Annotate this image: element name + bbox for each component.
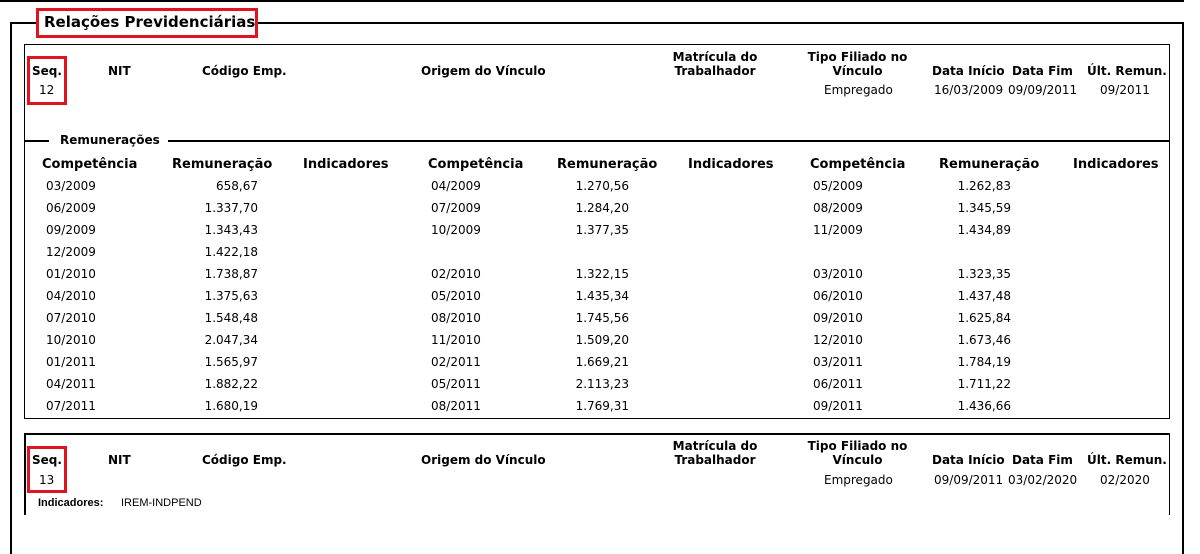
col-tipo-filiado-2 (800, 439, 915, 467)
remun-valor: 1.377,35 (575, 223, 629, 237)
remun-left-rule (25, 140, 49, 142)
remun-valor: 1.422,18 (204, 245, 258, 259)
remun-valor: 1.673,46 (957, 333, 1011, 347)
col-origem-vinculo-2: Origem do Vínculo (421, 453, 546, 467)
col-origem-vinculo: Origem do Vínculo (421, 64, 546, 78)
hdr-indicadores-3: Indicadores (1073, 157, 1159, 172)
remun-competencia: 11/2010 (431, 333, 481, 347)
remun-valor: 1.548,48 (204, 311, 258, 325)
outer-left-border (10, 22, 12, 554)
remun-valor: 2.047,34 (204, 333, 258, 347)
record-ult-remun-2: 02/2020 (1100, 473, 1150, 487)
remun-valor: 1.436,66 (957, 399, 1011, 413)
remun-valor: 1.337,70 (204, 201, 258, 215)
record-data-fim: 09/09/2011 (1008, 83, 1078, 97)
indicadores-value: IREM-INDPEND (121, 497, 202, 509)
remun-valor: 1.509,20 (575, 333, 629, 347)
remun-valor: 1.375,63 (204, 289, 258, 303)
remun-valor: 2.113,23 (575, 377, 629, 391)
col-seq-2: Seq. (32, 453, 62, 467)
hdr-remuneracao-1: Remuneração (172, 157, 273, 172)
col-tipo-2-line2: Vínculo (832, 453, 883, 467)
hdr-competencia-1: Competência (42, 157, 138, 172)
record-panel-13-left (24, 433, 26, 515)
remun-valor: 1.769,31 (575, 399, 629, 413)
col-tipo-line1: Tipo Filiado no (807, 50, 908, 64)
remun-competencia: 02/2011 (431, 355, 481, 369)
hdr-competencia-2: Competência (428, 157, 524, 172)
record-data-fim-2: 03/02/2020 (1008, 473, 1078, 487)
remun-valor: 1.565,97 (204, 355, 258, 369)
col-matricula-2 (665, 439, 765, 467)
remun-valor: 1.434,89 (957, 223, 1011, 237)
col-data-inicio-2: Data Início (932, 453, 1005, 467)
remun-valor: 1.270,56 (575, 179, 629, 193)
record-data-inicio-2: 09/09/2011 (934, 473, 1004, 487)
record-data-inicio: 16/03/2009 (934, 83, 1004, 97)
hdr-indicadores-2: Indicadores (688, 157, 774, 172)
hdr-remuneracao-2: Remuneração (557, 157, 658, 172)
col-codigo-emp: Código Emp. (202, 64, 287, 78)
remun-valor: 1.711,22 (957, 377, 1011, 391)
remun-competencia: 06/2009 (46, 201, 96, 215)
hdr-remuneracao-3: Remuneração (939, 157, 1040, 172)
remun-competencia: 11/2009 (813, 223, 863, 237)
remun-valor: 1.323,35 (957, 267, 1011, 281)
remuneracoes-title: Remunerações (60, 133, 160, 147)
remun-competencia: 01/2011 (46, 355, 96, 369)
col-matricula-line2: Trabalhador (674, 64, 756, 78)
remun-valor: 1.435,34 (575, 289, 629, 303)
col-matricula (665, 50, 765, 78)
hdr-indicadores-1: Indicadores (303, 157, 389, 172)
remun-competencia: 07/2010 (46, 311, 96, 325)
remun-right-rule (168, 140, 1170, 142)
outer-right-border (1182, 22, 1184, 554)
remun-competencia: 08/2009 (813, 201, 863, 215)
remun-valor: 1.680,19 (204, 399, 258, 413)
col-matricula-2-line2: Trabalhador (674, 453, 756, 467)
record-seq-2: 13 (39, 473, 55, 487)
remun-competencia: 02/2010 (431, 267, 481, 281)
remun-competencia: 05/2009 (813, 179, 863, 193)
remun-competencia: 05/2011 (431, 377, 481, 391)
remun-competencia: 08/2011 (431, 399, 481, 413)
col-nit: NIT (108, 64, 131, 78)
remun-competencia: 03/2010 (813, 267, 863, 281)
col-ult-remun: Últ. Remun. (1087, 64, 1167, 78)
col-data-inicio: Data Início (932, 64, 1005, 78)
remun-competencia: 09/2010 (813, 311, 863, 325)
remun-competencia: 10/2009 (431, 223, 481, 237)
page-title: Relações Previdenciárias (44, 13, 256, 31)
title-left-rule (10, 22, 36, 24)
col-data-fim: Data Fim (1012, 64, 1073, 78)
remun-competencia: 09/2009 (46, 223, 96, 237)
remun-competencia: 06/2011 (813, 377, 863, 391)
col-nit-2: NIT (108, 453, 131, 467)
remun-competencia: 03/2011 (813, 355, 863, 369)
col-codigo-emp-2: Código Emp. (202, 453, 287, 467)
record-ult-remun: 09/2011 (1100, 83, 1150, 97)
record-seq: 12 (39, 83, 55, 97)
top-rule (0, 0, 1184, 2)
record-tipo: Empregado (824, 83, 893, 97)
remun-valor: 658,67 (216, 179, 258, 193)
record-panel-13-right (1169, 433, 1171, 515)
indicadores-label: Indicadores: (38, 497, 104, 509)
remun-competencia: 07/2009 (431, 201, 481, 215)
remun-valor: 1.284,20 (575, 201, 629, 215)
remun-competencia: 03/2009 (46, 179, 96, 193)
col-data-fim-2: Data Fim (1012, 453, 1073, 467)
remun-competencia: 12/2009 (46, 245, 96, 259)
remun-valor: 1.437,48 (957, 289, 1011, 303)
remun-valor: 1.882,22 (204, 377, 258, 391)
col-matricula-2-line1: Matrícula do (672, 439, 758, 453)
remun-valor: 1.738,87 (204, 267, 258, 281)
remun-competencia: 05/2010 (431, 289, 481, 303)
col-tipo-filiado (800, 50, 915, 78)
remun-valor: 1.784,19 (957, 355, 1011, 369)
record-tipo-2: Empregado (824, 473, 893, 487)
col-tipo-line2: Vínculo (832, 64, 883, 78)
remun-competencia: 01/2010 (46, 267, 96, 281)
remun-valor: 1.262,83 (957, 179, 1011, 193)
remun-competencia: 06/2010 (813, 289, 863, 303)
remun-competencia: 04/2011 (46, 377, 96, 391)
remun-competencia: 04/2009 (431, 179, 481, 193)
col-tipo-2-line1: Tipo Filiado no (807, 439, 908, 453)
col-ult-remun-2: Últ. Remun. (1087, 453, 1167, 467)
remun-competencia: 10/2010 (46, 333, 96, 347)
remun-competencia: 08/2010 (431, 311, 481, 325)
col-seq: Seq. (32, 64, 62, 78)
remun-competencia: 09/2011 (813, 399, 863, 413)
remun-valor: 1.322,15 (575, 267, 629, 281)
record-panel-13-top (24, 433, 1170, 435)
remun-valor: 1.669,21 (575, 355, 629, 369)
remun-valor: 1.345,59 (957, 201, 1011, 215)
col-matricula-line1: Matrícula do (672, 50, 758, 64)
hdr-competencia-3: Competência (810, 157, 906, 172)
remun-competencia: 07/2011 (46, 399, 96, 413)
remun-valor: 1.343,43 (204, 223, 258, 237)
remun-competencia: 12/2010 (813, 333, 863, 347)
remun-valor: 1.625,84 (957, 311, 1011, 325)
title-right-rule (258, 22, 1184, 24)
remun-valor: 1.745,56 (575, 311, 629, 325)
remun-competencia: 04/2010 (46, 289, 96, 303)
